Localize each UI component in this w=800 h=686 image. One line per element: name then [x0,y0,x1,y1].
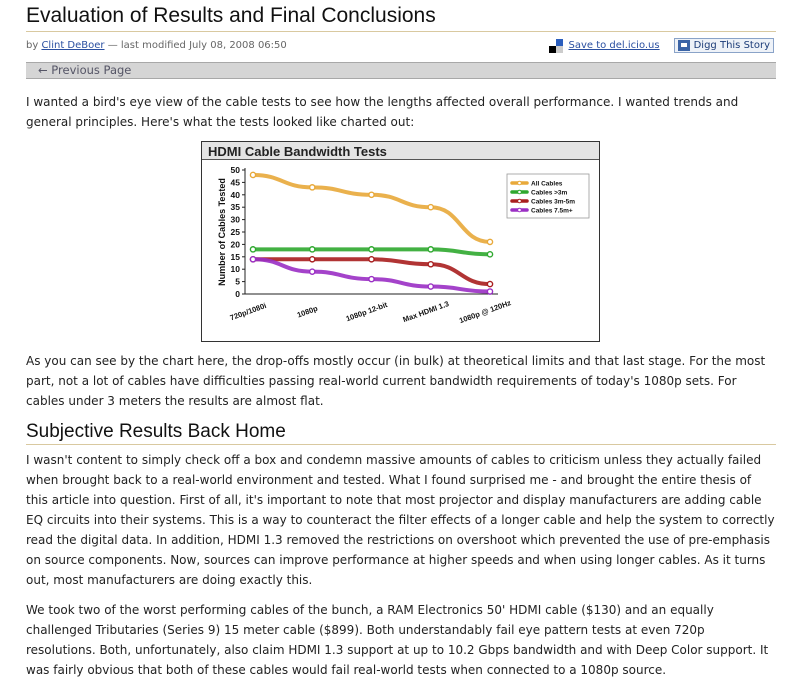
legend-marker [518,208,522,212]
data-point [487,289,492,294]
paragraph-subjective-1: I wasn't content to simply check off a box and condemn massive amounts of cables to criticism unless they actually failed when brought back to a real-world environment and tested. What I found surprised me - and brought the entire thesis of this article into question. First of all, it's important to note that most projector and display manufacturers are adding cable EQ circuits into their systems. This is a way to counteract the filter effects of a longer cable and help the system to correctly read the digital data. In addition, HDMI 1.3 removed the restrictions on overshoot which prevented the use of pre-emphasis on source components. Now, sources can improve performance at higher speeds and when using longer cables. As it turns out, most manufacturers are doing exactly this. [26,453,775,587]
author-link[interactable]: Clint DeBoer [41,40,105,51]
x-tick-label: 1080p @ 120Hz [458,298,513,326]
previous-page-bar [26,62,776,79]
section-heading: Subjective Results Back Home [26,421,776,445]
y-tick-label: 40 [230,189,240,200]
y-tick-label: 5 [235,276,240,287]
y-tick-label: 15 [230,251,240,262]
digg-icon [678,40,690,51]
page-title: Evaluation of Results and Final Conclusions [26,4,776,32]
chart-title: HDMI Cable Bandwidth Tests [202,142,599,160]
data-point [487,252,492,257]
data-point [250,172,255,177]
chart [201,141,600,342]
x-tick-label: 720p/1080i [228,300,268,323]
legend-label: Cables >3m [531,189,568,197]
y-tick-label: 45 [230,177,240,188]
data-point [487,281,492,286]
data-point [369,247,374,252]
series-line [253,175,490,242]
delicious-icon [549,39,563,53]
x-tick-label: Max HDMI 1.3 [401,299,451,325]
legend-label: All Cables [531,180,563,188]
article [26,0,776,680]
paragraph-chart-summary: As you can see by the chart here, the drop-offs mostly occur (in bulk) at theoretical limits and that last stage. For the most part, not a lot of cables have difficulties passing real-world current bandwidth requirements of today's 1080p sets. For cables under 3 meters the results are almost flat. [26,354,766,408]
data-point [428,262,433,267]
y-tick-label: 20 [230,239,240,250]
paragraph-subjective-2: We took two of the worst performing cables of the bunch, a RAM Electronics 50' HDMI cable ($130) and an equally challenged Tributaries (Series 9) 15 meter cable ($899). Both understandably fail eye pattern tests at even 720p resolutions. Both, unfortunately, also claim HDMI 1.3 support at up to 10.2 Gbps bandwidth and with Deep Color support. It was fairly obvious that both of these cables would fail real-world tests when connected to a 1080p source. [26,603,769,677]
data-point [369,257,374,262]
y-tick-label: 10 [230,264,240,275]
digg-button[interactable] [674,38,774,53]
social-links [549,38,774,53]
legend-label: Cables 7.5m+ [531,207,573,215]
legend-marker [518,199,522,203]
chart-plot [202,160,599,340]
legend-marker [518,190,522,194]
byline-prefix: by [26,40,39,51]
data-point [310,257,315,262]
data-point [428,284,433,289]
y-tick-label: 50 [230,165,240,175]
y-axis-label: Number of Cables Tested [217,178,227,286]
digg-label: Digg This Story [693,40,770,51]
previous-page-link[interactable]: ← Previous Page [38,63,132,77]
delicious-button[interactable] [549,39,659,53]
byline-date: — last modified July 08, 2008 06:50 [107,40,287,51]
paragraph-intro: I wanted a bird's eye view of the cable tests to see how the lengths affected overall performance. I wanted trends and general principles. Here's what the tests looked like charted out: [26,95,739,129]
byline [26,40,287,51]
y-tick-label: 25 [230,227,240,237]
series-line [253,259,490,291]
delicious-label: Save to del.icio.us [568,40,660,51]
x-tick-label: 1080p 12-bit [344,300,389,324]
data-point [369,277,374,282]
data-point [310,247,315,252]
y-tick-label: 35 [230,202,240,213]
data-point [310,185,315,190]
x-tick-label: 1080p [295,303,319,320]
byline-row [26,32,776,62]
data-point [369,192,374,197]
data-point [310,269,315,274]
data-point [428,247,433,252]
data-point [250,247,255,252]
legend-marker [518,181,522,185]
y-tick-label: 0 [235,289,240,299]
y-tick-label: 30 [230,214,240,225]
data-point [250,257,255,262]
legend-label: Cables 3m-5m [531,198,576,206]
data-point [428,205,433,210]
data-point [487,239,492,244]
